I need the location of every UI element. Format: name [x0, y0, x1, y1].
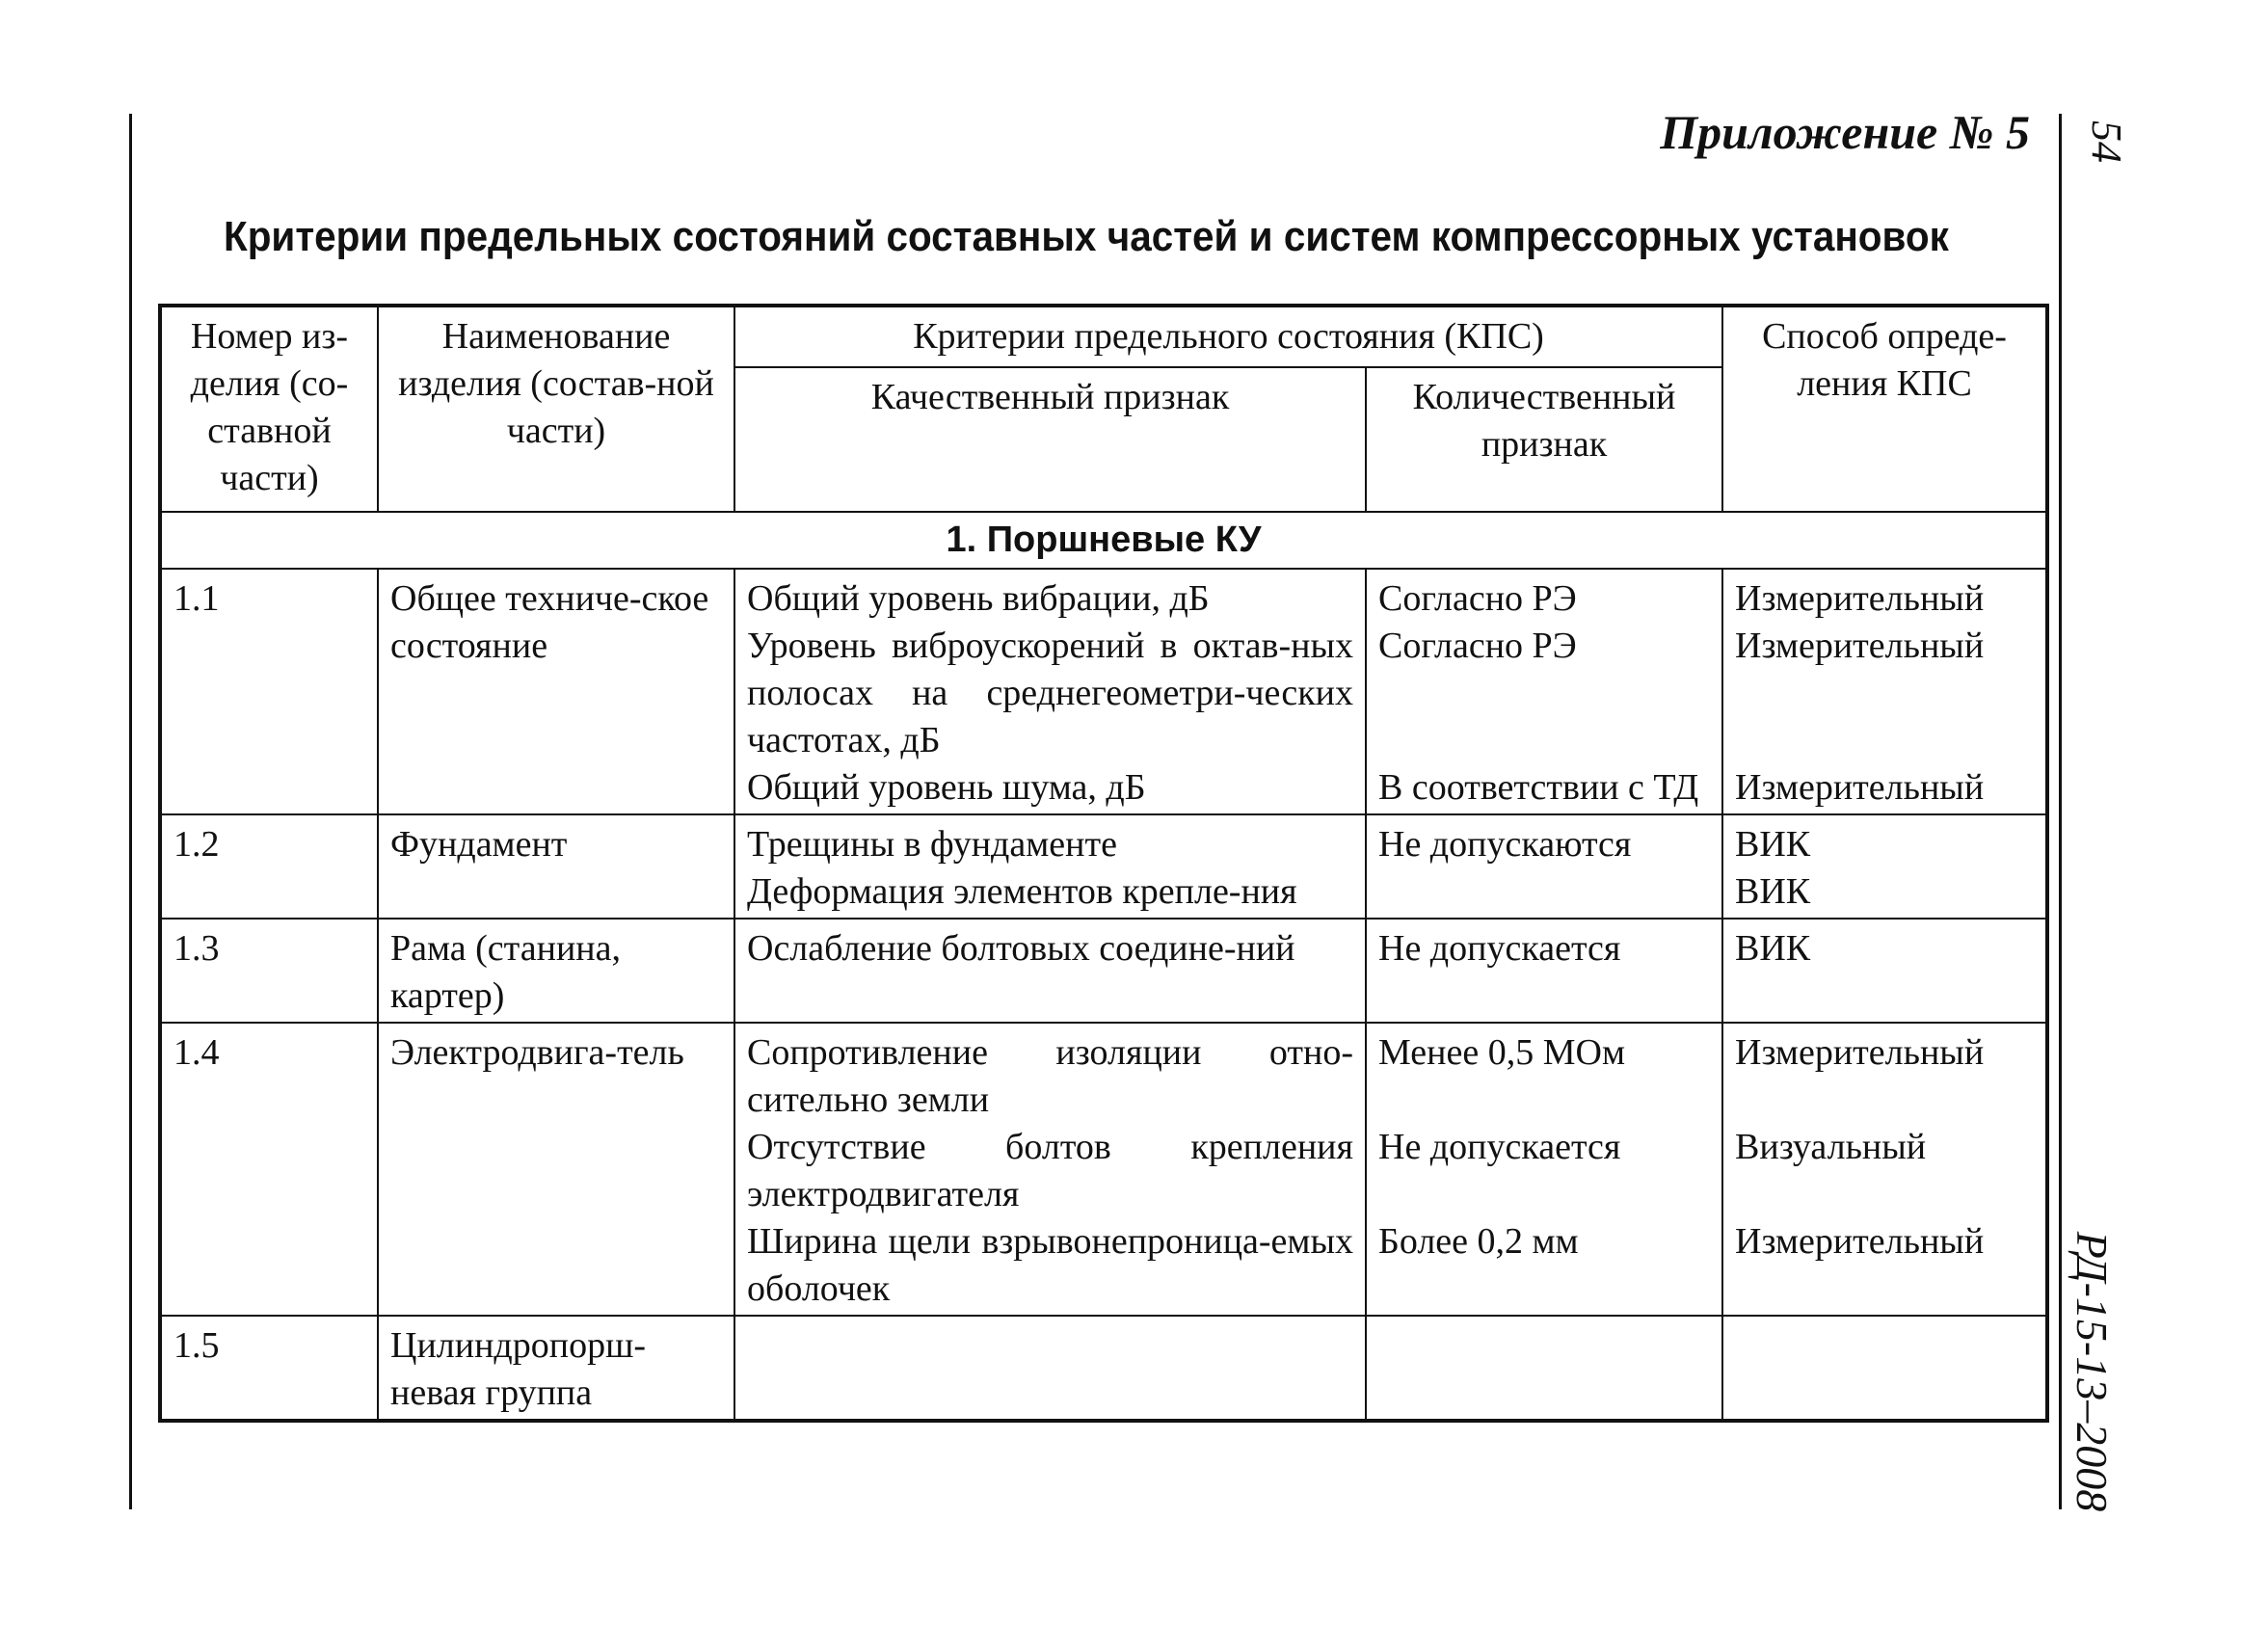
method-item: ВИК — [1735, 871, 1811, 912]
qualitative-item: Деформация элементов крепле-ния — [747, 871, 1297, 912]
row-name: Рама (станина, картер) — [378, 919, 734, 1023]
row-number: 1.5 — [160, 1316, 378, 1421]
method-item: Измерительный — [1735, 578, 1985, 619]
spacer — [1735, 670, 2034, 764]
row-qualitative — [734, 1023, 1366, 1316]
spacer — [1378, 670, 1710, 764]
qualitative-item: Сопротивление изоляции отно-сительно земли — [747, 1032, 1353, 1120]
spacer — [1735, 1077, 2034, 1124]
row-quantitative: Не допускается — [1366, 919, 1722, 1023]
header-method: Способ опреде-ления КПС — [1722, 306, 2047, 512]
row-qualitative — [734, 814, 1366, 919]
qualitative-item: Трещины в фундаменте — [747, 824, 1117, 865]
qualitative-item: Отсутствие болтов крепления электродвигателя — [747, 1127, 1353, 1214]
quantitative-item: Согласно РЭ — [1378, 578, 1577, 619]
table-row — [160, 1316, 2047, 1421]
document-code: РД-15-13–2008 — [2068, 1231, 2117, 1512]
row-method — [1722, 1316, 2047, 1421]
row-name: Общее техниче-ское состояние — [378, 569, 734, 814]
qualitative-item: Общий уровень шума, дБ — [747, 767, 1146, 808]
section-title: 1. Поршневые КУ — [160, 512, 2047, 569]
row-number: 1.4 — [160, 1023, 378, 1316]
header-criteria: Критерии предельного состояния (КПС) — [734, 306, 1722, 367]
section-row — [160, 512, 2047, 569]
page-number: 54 — [2083, 120, 2130, 163]
method-item: Измерительный — [1735, 1032, 1985, 1073]
row-qualitative: Ослабление болтовых соедине-ний — [734, 919, 1366, 1023]
quantitative-item: В соответствии с ТД — [1378, 767, 1699, 808]
row-qualitative — [734, 1316, 1366, 1421]
header-name: Наименование изделия (состав-ной части) — [378, 306, 734, 512]
row-qualitative — [734, 569, 1366, 814]
quantitative-item: Не допускается — [1378, 1127, 1621, 1167]
row-method — [1722, 1023, 2047, 1316]
row-number: 1.1 — [160, 569, 378, 814]
row-method — [1722, 569, 2047, 814]
row-quantitative — [1366, 1023, 1722, 1316]
row-name: Электродвига-тель — [378, 1023, 734, 1316]
table-row — [160, 569, 2047, 814]
row-name: Цилиндропорш-невая группа — [378, 1316, 734, 1421]
spacer — [1378, 1077, 1710, 1124]
row-number: 1.3 — [160, 919, 378, 1023]
page-title: Критерии предельных состояний составных частей и систем компрессорных установок — [224, 213, 1949, 260]
table-header-row — [160, 306, 2047, 367]
right-margin-rule — [2059, 114, 2062, 1509]
header-number: Номер из-делия (со-ставной части) — [160, 306, 378, 512]
spacer — [1378, 1171, 1710, 1218]
row-number: 1.2 — [160, 814, 378, 919]
qualitative-item: Общий уровень вибрации, дБ — [747, 578, 1210, 619]
table-row — [160, 1023, 2047, 1316]
quantitative-item: Согласно РЭ — [1378, 626, 1577, 666]
table-row — [160, 919, 2047, 1023]
row-quantitative: Не допускаются — [1366, 814, 1722, 919]
row-name: Фундамент — [378, 814, 734, 919]
criteria-table — [158, 304, 2049, 1423]
left-margin-rule — [129, 114, 132, 1509]
qualitative-item: Ширина щели взрывонепроница-емых оболочек — [747, 1221, 1353, 1309]
row-quantitative — [1366, 569, 1722, 814]
quantitative-item: Менее 0,5 МОм — [1378, 1032, 1625, 1073]
method-item: Измерительный — [1735, 767, 1985, 808]
row-quantitative — [1366, 1316, 1722, 1421]
qualitative-item: Уровень виброускорений в октав-ных полосах на среднегеометри-ческих частотах, дБ — [747, 626, 1353, 760]
method-item: Визуальный — [1735, 1127, 1927, 1167]
table-row — [160, 814, 2047, 919]
method-item: Измерительный — [1735, 626, 1985, 666]
appendix-label: Приложение № 5 — [1660, 105, 2030, 159]
header-quantitative: Количественный признак — [1366, 367, 1722, 512]
method-item: ВИК — [1735, 824, 1811, 865]
spacer — [1735, 1171, 2034, 1218]
row-method: ВИК — [1722, 919, 2047, 1023]
method-item: Измерительный — [1735, 1221, 1985, 1262]
row-method — [1722, 814, 2047, 919]
header-qualitative: Качественный признак — [734, 367, 1366, 512]
quantitative-item: Более 0,2 мм — [1378, 1221, 1579, 1262]
